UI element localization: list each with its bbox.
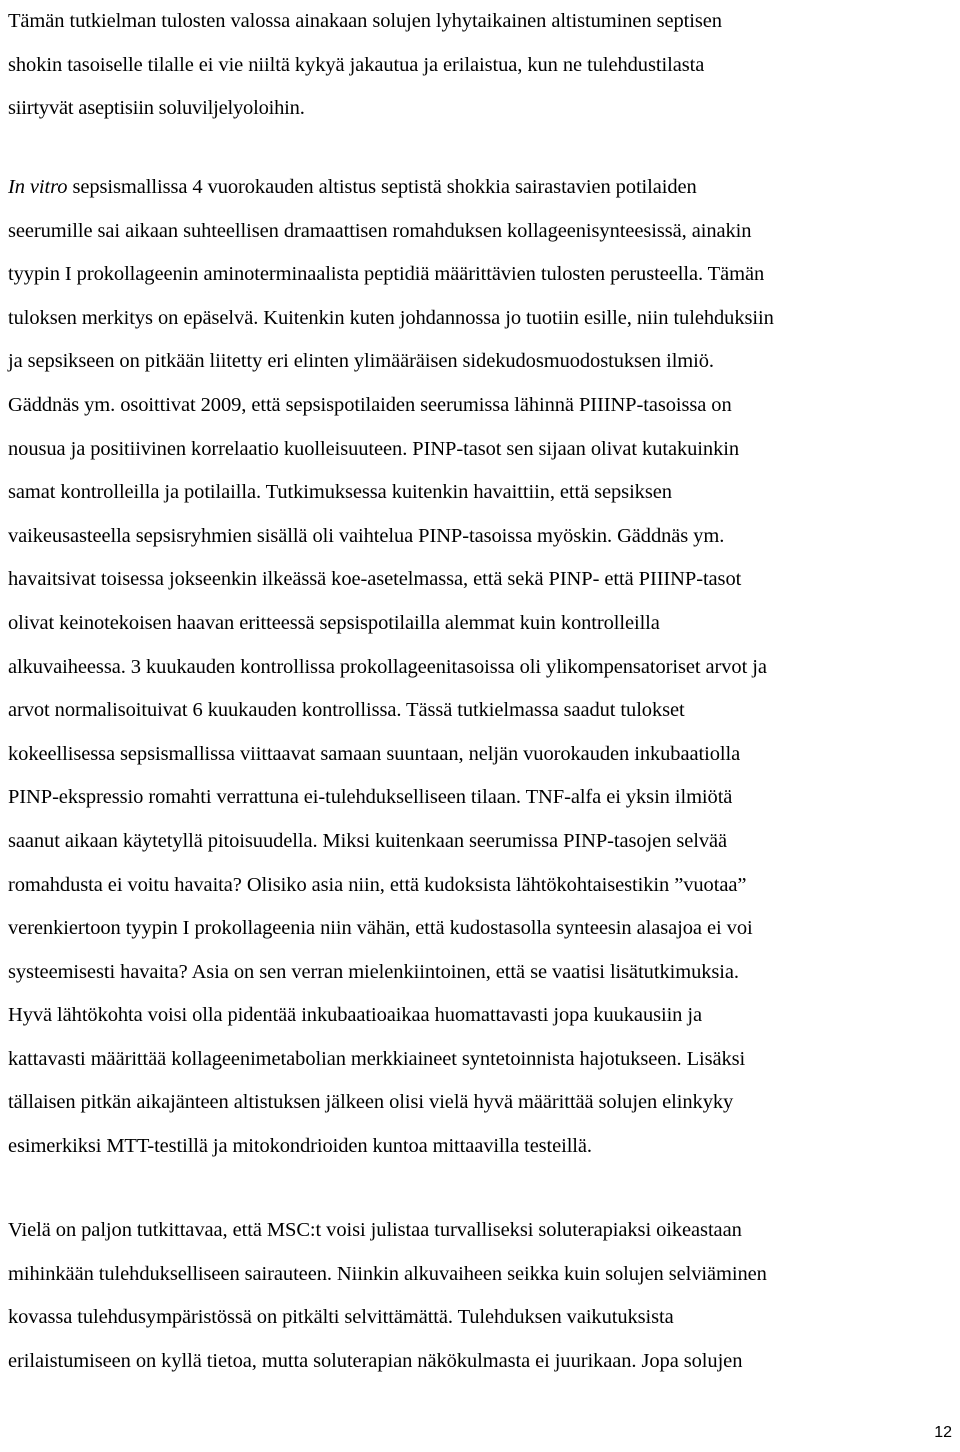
text-line [8, 44, 960, 88]
text-run: sepsismallissa 4 vuorokauden altistus septistä shokkia sairastavien potilaiden [67, 176, 697, 198]
text-line [8, 210, 960, 254]
text-run: shokin tasoiselle tilalle ei vie niiltä kykyä jakautua ja erilaistua, kun ne tulehdustilasta [8, 53, 705, 76]
text-line [8, 297, 960, 341]
text-run: saanut aikaan käytetyllä pitoisuudella. Miksi kuitenkaan seerumissa PINP-tasojen selvää [8, 829, 727, 852]
text-run: kattavasti määrittää kollageenimetabolian merkkiaineet syntetoinnista hajotukseen. Lisäksi [8, 1047, 746, 1070]
text-run: olivat keinotekoisen haavan eritteessä sepsispotilailla alemmat kuin kontrolleilla [8, 611, 660, 634]
text-line [8, 515, 960, 559]
text-run: tällaisen pitkän aikajänteen altistuksen jälkeen olisi vielä hyvä määrittää solujen elinkyky [8, 1091, 734, 1114]
text-run: kovassa tulehdusympäristössä on pitkälti selvittämättä. Tulehduksen vaikutuksista [8, 1306, 674, 1329]
text-run: romahdusta ei voitu havaita? Olisiko asia niin, että kudoksista lähtökohtaisestikin ”vuotaa” [8, 873, 747, 896]
text-run: seerumille sai aikaan suhteellisen dramaattisen romahduksen kollageenisynteesissä, ainakin [8, 219, 752, 242]
text-line [8, 384, 960, 428]
text-line [8, 951, 960, 995]
text-run: alkuvaiheessa. 3 kuukauden kontrollissa prokollageenitasoissa oli ylikompensatoriset arvot ja [8, 655, 767, 678]
text-line [8, 776, 960, 820]
italic-text: In vitro [8, 176, 68, 198]
text-line [8, 253, 960, 297]
text-line [8, 864, 960, 908]
text-run: erilaistumiseen on kyllä tietoa, mutta soluterapian näkökulmasta ei juurikaan. Jopa solujen [8, 1349, 743, 1372]
text-line [8, 87, 960, 131]
text-run: samat kontrolleilla ja potilailla. Tutkimuksessa kuitenkin havaittiin, että sepsiksen [8, 481, 672, 504]
text-line [8, 1125, 960, 1169]
text-run: Hyvä lähtökohta voisi olla pidentää inkubaatioaikaa huomattavasti jopa kuukausiin ja [8, 1004, 702, 1027]
text-line [8, 558, 960, 602]
text-run: ja sepsikseen on pitkään liitetty eri elinten ylimääräisen sidekudosmuodostuksen ilmiö. [8, 350, 714, 373]
text-line [8, 646, 960, 690]
text-line [8, 1253, 960, 1297]
text-run: kokeellisessa sepsismallissa viittaavat samaan suuntaan, neljän vuorokauden inkubaatiolla [8, 742, 741, 765]
text-run: esimerkiksi MTT-testillä ja mitokondrioiden kuntoa mittaavilla testeillä. [8, 1135, 592, 1158]
text-run: nousua ja positiivinen korrelaatio kuolleisuuteen. PINP-tasot sen sijaan olivat kutakuinkin [8, 437, 740, 460]
text-line [8, 166, 960, 210]
text-line [8, 471, 960, 515]
paragraph-in-vitro-discussion [8, 166, 960, 1169]
text-line [8, 689, 960, 733]
text-run: tuloksen merkitys on epäselvä. Kuitenkin kuten johdannossa jo tuotiin esille, niin tulehduksiin [8, 306, 774, 329]
text-line [8, 602, 960, 646]
paragraph-conclusion [8, 0, 960, 131]
text-run: vaikeusasteella sepsisryhmien sisällä oli vaihtelua PINP-tasoissa myöskin. Gäddnäs ym. [8, 524, 725, 547]
text-line [8, 994, 960, 1038]
text-run: Tämän tutkielman tulosten valossa ainakaan solujen lyhytaikainen altistuminen septisen [8, 10, 722, 32]
text-line [8, 1209, 960, 1253]
text-run: systeemisesti havaita? Asia on sen verran mielenkiintoinen, että se vaatisi lisätutkimuksia. [8, 960, 739, 983]
text-run: PINP-ekspressio romahti verrattuna ei-tulehdukselliseen tilaan. TNF-alfa ei yksin ilmiötä [8, 786, 733, 809]
text-run: Gäddnäs ym. osoittivat 2009, että sepsispotilaiden seerumissa lähinnä PIIINP-tasoissa on [8, 393, 732, 416]
text-line [8, 1038, 960, 1082]
text-line [8, 733, 960, 777]
text-run: Vielä on paljon tutkittavaa, että MSC:t voisi julistaa turvalliseksi soluterapiaksi oikeastaan [8, 1219, 742, 1241]
text-run: arvot normalisoituivat 6 kuukauden kontrollissa. Tässä tutkielmassa saadut tulokset [8, 699, 685, 722]
text-line [8, 820, 960, 864]
text-line [8, 1296, 960, 1340]
text-line [8, 907, 960, 951]
text-run: tyypin I prokollageenin aminoterminaalista peptidiä määrittävien tulosten perusteella. Tämän [8, 263, 765, 286]
text-run: mihinkään tulehdukselliseen sairauteen. Niinkin alkuvaiheen seikka kuin solujen selviäminen [8, 1262, 767, 1285]
page-number: 12 [934, 1424, 952, 1441]
paragraph-future-research [8, 1209, 960, 1383]
text-line [8, 1340, 960, 1384]
text-line [8, 428, 960, 472]
text-run: verenkiertoon tyypin I prokollageenia niin vähän, että kudostasolla synteesin alasajoa ei voi [8, 917, 753, 940]
text-line [8, 340, 960, 384]
text-run: siirtyvät aseptisiin soluviljelyoloihin. [8, 97, 305, 120]
text-run: havaitsivat toisessa jokseenkin ilkeässä koe-asetelmassa, että sekä PINP- että PIIINP-tasot [8, 568, 742, 591]
text-line [8, 0, 960, 44]
text-line [8, 1081, 960, 1125]
